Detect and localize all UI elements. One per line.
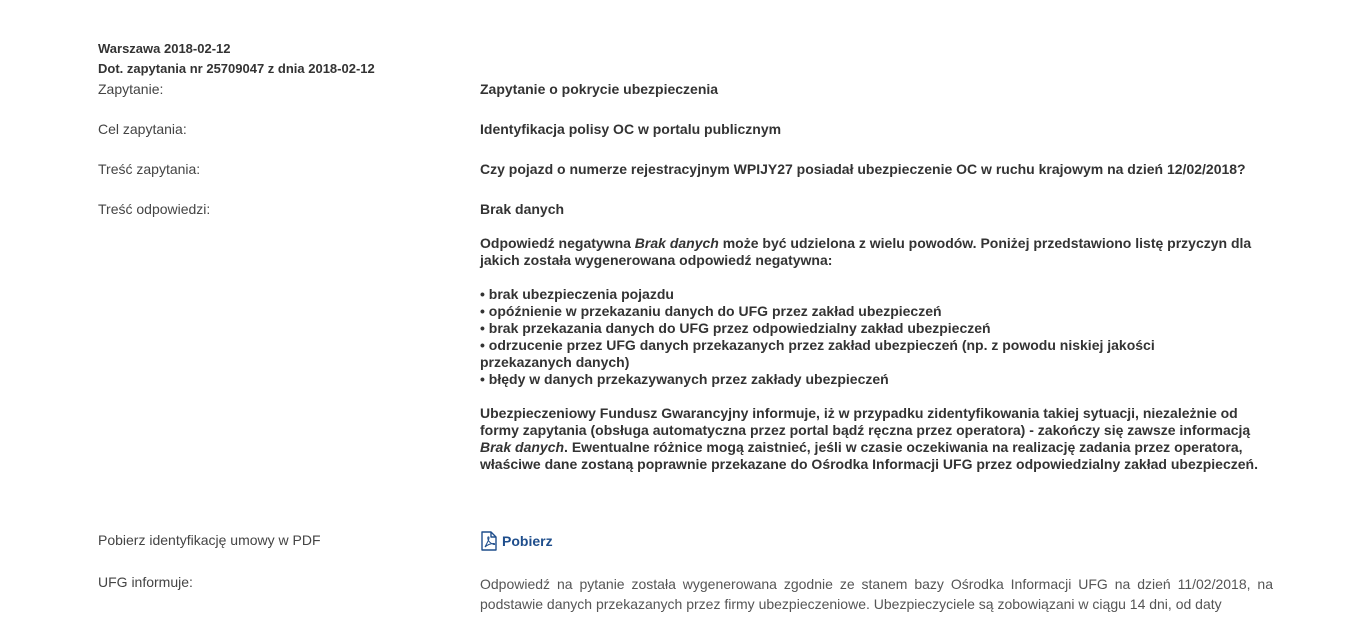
- tresc-value: Czy pojazd o numerze rejestracyjnym WPIJY27 posiadał ubezpieczenie OC w ruchu krajowym na dzień 12/02/2018?: [480, 161, 1246, 177]
- explanation-text-cont: może być udzielona z wielu powodów. Poniżej przedstawiono listę przyczyn dla jakich została wygenerowana odpowiedź negatywna:: [480, 235, 1252, 268]
- reasons-list: [480, 286, 1200, 388]
- pdf-label: Pobierz identyfikację umowy w PDF: [98, 532, 321, 548]
- notice-text: Ubezpieczeniowy Fundusz Gwarancyjny informuje, iż w przypadku zidentyfikowania takiej sytuacji, niezależnie od formy zapytania (obsługa automatyczna przez portal bądź ręczna przez operatora) - zakończy się zawsze informacją: [480, 405, 1251, 438]
- explanation-emphasis: Brak danych: [634, 235, 719, 251]
- negative-explanation: [480, 235, 1260, 269]
- list-item: • brak przekazania danych do UFG przez odpowiedzialny zakład ubezpieczeń: [480, 320, 1200, 337]
- notice-emphasis: Brak danych: [480, 439, 565, 455]
- tresc-label: Treść zapytania:: [98, 161, 201, 177]
- cel-value: Identyfikacja polisy OC w portalu publicznym: [480, 121, 782, 137]
- list-item: • opóźnienie w przekazaniu danych do UFG przez zakład ubezpieczeń: [480, 303, 1200, 320]
- odpowiedz-block: [480, 201, 1280, 473]
- zapytanie-value: Zapytanie o pokrycie ubezpieczenia: [480, 81, 719, 97]
- list-item: • odrzucenie przez UFG danych przekazanych przez zakład ubezpieczeń (np. z powodu niskiej jakości przekazanych danych): [480, 337, 1200, 371]
- notice-text-cont: . Ewentualne różnice mogą zaistnieć, jeśli w czasie oczekiwania na realizację zadania przez operatora, właściwe dane zostaną poprawnie przekazane do Ośrodka Informacji UFG przez odpowiedzialny zakład ubezpieczeń.: [480, 439, 1258, 472]
- ufg-info-text: Odpowiedź na pytanie została wygenerowana zgodnie ze stanem bazy Ośrodka Informacji UFG na dzień 11/02/2018, na podstawie danych przekazanych przez firmy ubezpieczeniowe. Ubezpieczyciele są zobowiązani w ciągu 14 dni, od daty: [480, 576, 1273, 612]
- download-pdf-link[interactable]: [480, 531, 553, 551]
- odpowiedz-label: Treść odpowiedzi:: [98, 201, 211, 217]
- download-label: Pobierz: [502, 533, 553, 549]
- ufg-info-block: [480, 574, 1273, 614]
- ufg-label: UFG informuje:: [98, 574, 193, 590]
- explanation-text: Odpowiedź negatywna: [480, 235, 635, 251]
- zapytanie-label: Zapytanie:: [98, 81, 164, 97]
- odpowiedz-value: Brak danych: [480, 201, 565, 217]
- pdf-file-icon: [480, 531, 498, 551]
- query-reference: Dot. zapytania nr 25709047 z dnia 2018-02-12: [98, 61, 375, 76]
- list-item: • błędy w danych przekazywanych przez zakłady ubezpieczeń: [480, 371, 1200, 388]
- document-date: Warszawa 2018-02-12: [98, 41, 231, 56]
- ufg-notice: [480, 405, 1275, 473]
- list-item: • brak ubezpieczenia pojazdu: [480, 286, 1200, 303]
- cel-label: Cel zapytania:: [98, 121, 187, 137]
